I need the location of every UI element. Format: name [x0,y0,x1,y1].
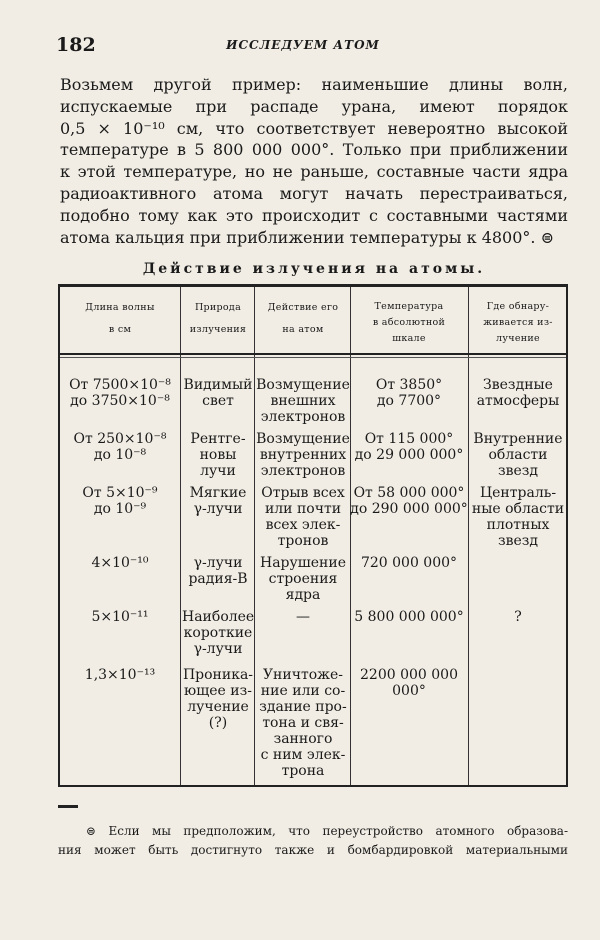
cell-line: 5×10⁻¹¹ [91,609,149,625]
table-cell-nature [182,431,254,479]
cell-line: до 10⁻⁹ [93,501,147,517]
paragraph-line: Возьмем другой пример: наименьшие длины волн, [60,75,568,94]
table-cell-wavelength [60,555,180,571]
column-divider [254,287,255,785]
footnote [58,822,568,860]
cell-line: атмосферы [476,393,560,409]
cell-line: От 58 000 000° [353,485,465,501]
cell-line: с ним элек- [260,747,346,763]
cell-line: Уничтоже- [262,667,344,683]
cell-line: Звездные [483,377,553,393]
header-divider [60,353,566,355]
cell-line: — [296,609,310,625]
header-where [470,299,566,347]
cell-line: плотных [486,517,550,533]
header-text: живается из- [483,317,553,328]
cell-line: до 10⁻⁸ [93,447,147,463]
paragraph-line: температуре в 5 800 000 000°. Только при приближении [60,140,568,160]
header-text: Длина волны [85,302,155,313]
cell-line: звезд [497,533,539,549]
cell-line: звезд [497,463,539,479]
header-action [256,297,350,341]
cell-line: 4×10⁻¹⁰ [91,555,149,571]
cell-line: От 5×10⁻⁹ [82,485,158,501]
cell-line: электронов [260,463,346,479]
paragraph-line: атома кальция при приближении температуры к 4800°. ⊜ [60,227,554,247]
cell-line: лучи [200,463,236,479]
cell-line: или почти [264,501,342,517]
cell-line: Нарушение [259,555,346,571]
header-text: лучение [496,333,540,344]
table-cell-wavelength [60,667,180,683]
page-number: 182 [56,34,96,56]
cell-line: Рентге- [190,431,246,447]
table-cell-action [256,555,350,603]
cell-line: короткие [183,625,253,641]
table-cell-where [470,431,566,479]
cell-line: Возмущение [256,377,350,393]
cell-line: (?) [208,715,228,731]
table-cell-where [470,377,566,409]
table-cell-temperature [350,609,468,625]
cell-line: занного [273,731,333,747]
paragraph-line: к этой температуре, но не раньше, составные части ядра [60,162,568,182]
cell-line: области [488,447,548,463]
cell-line: γ-лучи [193,641,243,657]
table-cell-where [470,609,566,625]
header-text: в см [108,324,132,335]
cell-line: 2200 000 000 000° [360,667,458,699]
table-cell-wavelength [60,485,180,517]
cell-line: ядра [285,587,321,603]
cell-line: до 290 000 000° [350,501,468,517]
cell-line: От 115 000° [364,431,454,447]
cell-line: внешних [270,393,336,409]
cell-line: γ-лучи [193,501,243,517]
table-cell-nature [182,377,254,409]
table-cell-action [256,667,350,779]
cell-line: Внутренние [473,431,563,447]
cell-line: Возмущение [256,431,350,447]
header-divider-thin [60,357,566,358]
cell-line: лучение [187,699,249,715]
cell-line: От 7500×10⁻⁸ [69,377,171,393]
header-text: на атом [282,324,324,335]
running-title: ИССЛЕДУЕМ АТОМ [226,38,380,52]
table-cell-wavelength [60,431,180,463]
table-cell-temperature [350,377,468,409]
table-cell-temperature [350,485,468,517]
table-cell-nature [182,667,254,731]
cell-line: здание про- [259,699,347,715]
table-cell-temperature [350,431,468,463]
header-text: излучения [189,324,247,335]
header-text: в абсолютной [372,317,446,328]
cell-line: 1,3×10⁻¹³ [84,667,156,683]
paragraph-line: испускаемые при распаде урана, имеют порядок [60,96,568,116]
paragraph-line: 0,5 × 10⁻¹⁰ см, что соответствует невероятно высокой [60,118,568,138]
header-text: Природа [194,302,242,313]
table-cell-wavelength [60,609,180,625]
cell-line: радия-B [188,571,248,587]
cell-line: электронов [260,409,346,425]
header-nature [182,297,254,341]
table-cell-nature [182,609,254,657]
cell-line: строения [268,571,338,587]
column-divider [350,287,351,785]
column-divider [180,287,181,785]
cell-line: свет [202,393,234,409]
cell-line: Отрыв всех [261,485,345,501]
table-cell-action [256,431,350,479]
header-text: Температура [374,301,444,312]
paragraph-line: подобно тому как это происходит с составными частями [60,205,568,225]
cell-line: трона [281,763,325,779]
cell-line: всех элек- [265,517,341,533]
table-cell-nature [182,555,254,587]
cell-line: От 3850° [375,377,443,393]
table-caption: Действие излучения на атомы. [142,261,486,277]
table-cell-temperature [350,667,468,699]
cell-line: Централь- [479,485,557,501]
cell-line: до 29 000 000° [354,447,464,463]
table-cell-nature [182,485,254,517]
cell-line: новы [199,447,237,463]
cell-line: ? [514,609,522,625]
table-cell-where [470,485,566,549]
footnote-line: ния может быть достигнуто также и бомбардировкой материальными [58,843,568,857]
main-paragraph [60,74,568,248]
cell-line: тронов [277,533,329,549]
header-temperature [350,299,468,347]
cell-line: 5 800 000 000° [354,609,464,625]
table-cell-action [256,609,350,625]
cell-line: внутренних [259,447,347,463]
cell-line: Наиболее [182,609,255,625]
cell-line: Мягкие [189,485,247,501]
footnote-line: ⊜ Если мы предположим, что переустройство атомного образова- [86,824,568,838]
table-cell-action [256,485,350,549]
cell-line: ние или со- [260,683,346,699]
cell-line: Проника- [182,667,254,683]
cell-line: тона и свя- [262,715,344,731]
table-cell-temperature [350,555,468,571]
footnote-rule [58,805,78,808]
header-text: Действие его [267,302,339,313]
paragraph-line: радиоактивного атома могут начать перестраиваться, [60,183,568,203]
cell-line: От 250×10⁻⁸ [73,431,167,447]
cell-line: γ-лучи [193,555,243,571]
page-header [56,34,550,58]
cell-line: до 3750×10⁻⁸ [70,393,170,409]
cell-line: ющее из- [184,683,252,699]
cell-line: Видимый [183,377,253,393]
cell-line: до 7700° [376,393,442,409]
header-text: шкале [392,333,426,344]
cell-line: ные области [471,501,565,517]
table-cell-wavelength [60,377,180,409]
header-wavelength [60,297,180,341]
table-cell-action [256,377,350,425]
cell-line: 720 000 000° [360,555,458,571]
header-text: Где обнару- [486,301,550,312]
column-divider [468,287,469,785]
radiation-table [58,284,568,787]
